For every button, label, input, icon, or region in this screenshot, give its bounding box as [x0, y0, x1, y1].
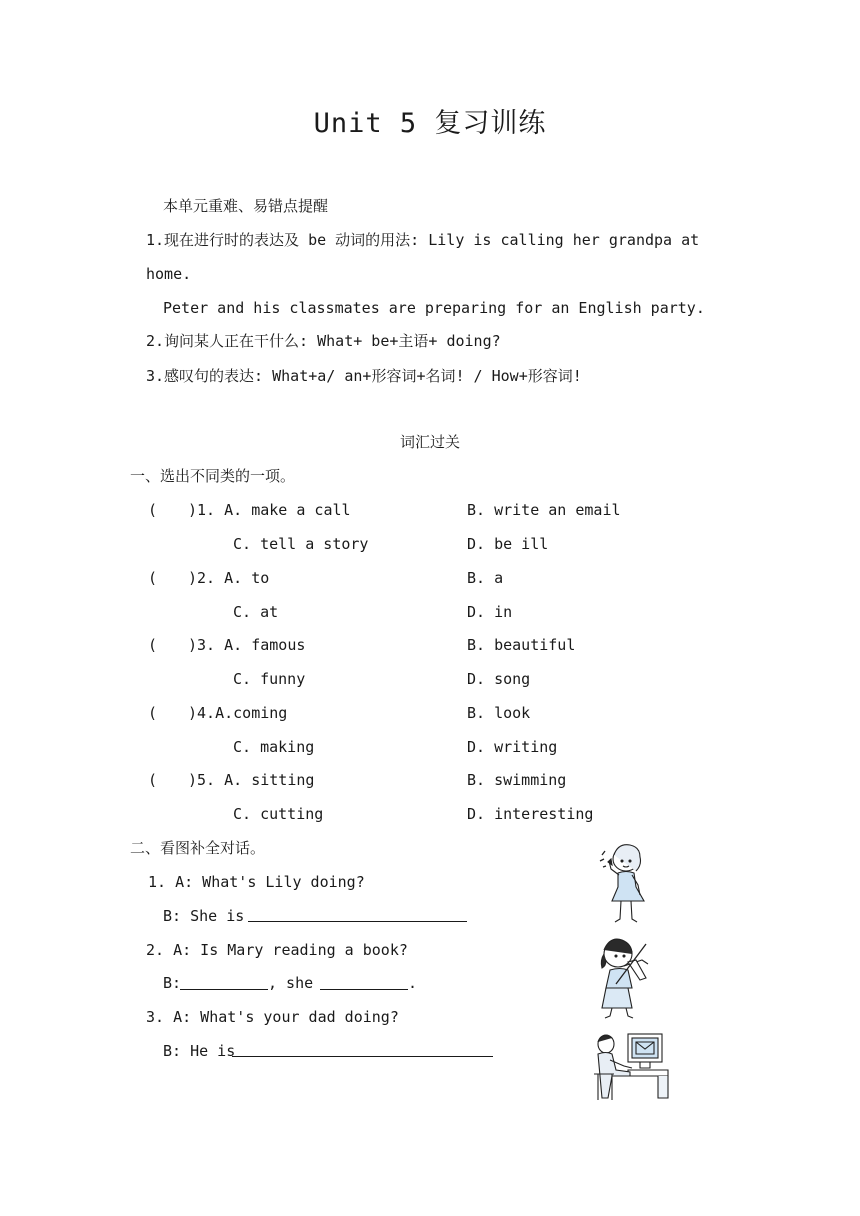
reminder-point-3: 3.感叹句的表达: What+a/ an+形容词+名词! / How+形容词! — [146, 367, 582, 385]
q1-option-b: B. write an email — [467, 501, 621, 519]
reminder-point-1: 1.现在进行时的表达及 be 动词的用法: Lily is calling her grandpa at — [146, 231, 700, 249]
q4-option-c: C. making — [233, 738, 315, 756]
dialog-2-question: 2. A: Is Mary reading a book? — [146, 941, 408, 959]
q5-option-a: )5. A. sitting — [188, 771, 315, 789]
q3-option-b: B. beautiful — [467, 636, 576, 654]
q5-option-d: D. interesting — [467, 805, 594, 823]
q5-option-c: C. cutting — [233, 805, 324, 823]
answer-paren: ( — [148, 569, 158, 587]
part2-heading: 二、看图补全对话。 — [130, 839, 266, 857]
answer-paren: ( — [148, 501, 158, 519]
page-title: Unit 5 复习训练 — [313, 108, 547, 139]
answer-blank[interactable] — [180, 989, 268, 990]
dialog-3-answer: B: He is — [163, 1042, 236, 1060]
q2-option-a: )2. A. to — [188, 569, 270, 587]
q4-option-d: D. writing — [467, 738, 558, 756]
reminder-example: Peter and his classmates are preparing for an English party. — [163, 299, 705, 317]
q5-option-b: B. swimming — [467, 771, 567, 789]
dialog-3-question: 3. A: What's your dad doing? — [146, 1008, 399, 1026]
q4-option-a: )4.A.coming — [188, 704, 288, 722]
q3-option-a: )3. A. famous — [188, 636, 306, 654]
reminder-point-2: 2.询问某人正在干什么: What+ be+主语+ doing? — [146, 332, 501, 350]
answer-blank[interactable] — [248, 921, 467, 922]
q1-option-a: )1. A. make a call — [188, 501, 351, 519]
girl-violin-illustration — [596, 936, 666, 1022]
dialog-2-answer-prefix: B: — [163, 974, 182, 992]
dialog-1-answer: B: She is — [163, 907, 245, 925]
answer-paren: ( — [148, 636, 158, 654]
q3-option-c: C. funny — [233, 670, 306, 688]
dialog-2-answer-mid: , she — [268, 974, 314, 992]
answer-paren: ( — [148, 704, 158, 722]
q2-option-b: B. a — [467, 569, 504, 587]
section-title: 词汇过关 — [399, 433, 460, 451]
answer-paren: ( — [148, 771, 158, 789]
dialog-1-question: 1. A: What's Lily doing? — [148, 873, 365, 891]
reminder-heading: 本单元重难、易错点提醒 — [163, 197, 329, 215]
dialog-2-answer-end: . — [408, 974, 418, 992]
q2-option-d: D. in — [467, 603, 513, 621]
q1-option-d: D. be ill — [467, 535, 549, 553]
reminder-point-1-cont: home. — [146, 265, 192, 283]
q1-option-c: C. tell a story — [233, 535, 369, 553]
q4-option-b: B. look — [467, 704, 531, 722]
answer-blank[interactable] — [320, 989, 408, 990]
q2-option-c: C. at — [233, 603, 279, 621]
man-computer-illustration — [592, 1030, 672, 1104]
q3-option-d: D. song — [467, 670, 531, 688]
answer-blank[interactable] — [232, 1056, 493, 1057]
girl-singing-illustration — [594, 843, 674, 929]
part1-heading: 一、选出不同类的一项。 — [130, 467, 296, 485]
